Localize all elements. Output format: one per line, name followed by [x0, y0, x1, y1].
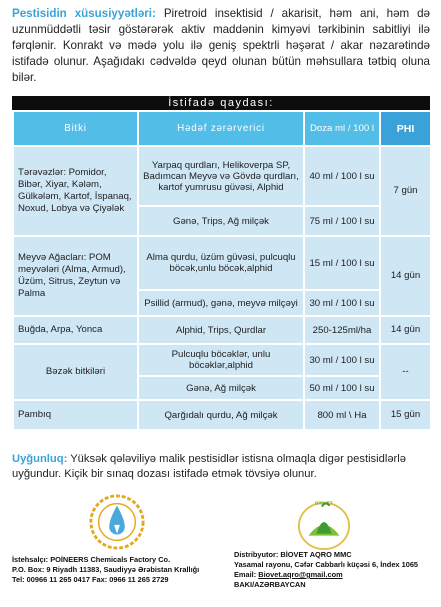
- phi-cell: 15 gün: [380, 400, 431, 430]
- phi-cell: 14 gün: [380, 236, 431, 316]
- target-cell: Gənə, Trips, Ağ milçək: [138, 206, 304, 236]
- header-dose: Doza ml / 100 l: [304, 111, 380, 146]
- dose-cell: 30 ml / 100 l su: [304, 290, 380, 316]
- manufacturer-block: [12, 555, 212, 585]
- compatibility-paragraph: [12, 452, 432, 482]
- target-cell: Yarpaq qurdları, Helikoverpa SP, Badımcan Meyvə və Gövdə qurdları, kartof yumrusu güvəsi, Alphid: [138, 146, 304, 206]
- table-row: [13, 400, 431, 430]
- table-header-row: [13, 111, 431, 146]
- table-row: [13, 316, 431, 344]
- target-cell: Qarğıdalı qurdu, Ağ milçək: [138, 400, 304, 430]
- manufacturer-line: İstehsalçı: POİNEERS Chemicals Factory Co.: [12, 555, 171, 564]
- dose-cell: 75 ml / 100 l su: [304, 206, 380, 236]
- email-link[interactable]: Biovet.aqro@gmail.com: [258, 570, 343, 579]
- dose-cell: 40 ml / 100 l su: [304, 146, 380, 206]
- intro-paragraph: [12, 6, 430, 86]
- manufacturer-address: P.O. Box: 9 Riyadh 11383, Saudiyyə Ərəbistan Krallığı: [12, 565, 200, 574]
- dose-cell: 30 ml / 100 l su: [304, 344, 380, 376]
- usage-table: [12, 110, 432, 431]
- table-title: İstifadə qaydası:: [12, 96, 430, 110]
- biovet-logo-icon: [295, 497, 353, 551]
- phi-cell: --: [380, 344, 431, 400]
- target-cell: Psillid (armud), gənə, meyvə milçəyi: [138, 290, 304, 316]
- email-label: Email:: [234, 570, 259, 579]
- header-target: Hədəf zərərverici: [138, 111, 304, 146]
- biovet-logo-text: BİOVET: [315, 501, 333, 507]
- table-row: [13, 344, 431, 376]
- crop-cell: Bəzək bitkiləri: [13, 344, 138, 400]
- dose-cell: 50 ml / 100 l su: [304, 376, 380, 400]
- table-row: [13, 146, 431, 206]
- distributor-city: BAKI/AZƏRBAYCAN: [234, 580, 306, 589]
- crop-cell: Pambıq: [13, 400, 138, 430]
- crop-cell: Meyvə Ağacları: POM meyvələri (Alma, Armud), Üzüm, Sitrus, Zeytun və Palma: [13, 236, 138, 316]
- dose-cell: 15 ml / 100 l su: [304, 236, 380, 290]
- manufacturer-logo-icon: [88, 493, 146, 551]
- target-cell: Alma qurdu, üzüm güvəsi, pulcuqlu böcək,unlu böcək,alphid: [138, 236, 304, 290]
- target-cell: Alphid, Trips, Qurdlar: [138, 316, 304, 344]
- header-phi: PHI: [380, 111, 431, 146]
- header-crop: Bitki: [13, 111, 138, 146]
- crop-cell: Buğda, Arpa, Yonca: [13, 316, 138, 344]
- distributor-email-line: [234, 570, 434, 580]
- distributor-name: Distribyutor: BİOVET AQRO MMC: [234, 550, 352, 559]
- phi-cell: 14 gün: [380, 316, 431, 344]
- distributor-block: [234, 550, 434, 590]
- table-row: [13, 236, 431, 290]
- phi-cell: 7 gün: [380, 146, 431, 236]
- target-cell: Gənə, Ağ milçək: [138, 376, 304, 400]
- manufacturer-phone: Tel: 00966 11 265 0417 Fax: 0966 11 265 2729: [12, 575, 169, 584]
- crop-cell: Tərəvəzlər: Pomidor, Bibər, Xiyar, Kələm, Gülkələm, Kartof, İspanaq, Noxud, Lobya və Çiyələk: [13, 146, 138, 236]
- target-cell: Pulcuqlu böcəklər, unlu böcəklər,alphid: [138, 344, 304, 376]
- intro-text: Piretroid insektisid / akarisit, həm ani, həm də uzunmüddətli təsir göstərərək aktiv maddənin kimyəvi tərkibinin sabitliyi ilə fərqlənir. Konrakt və mədə yolu ilə geniş spektrli həşərat / akar nəzarətində istifadə olunur. Aşağıdakı cədvəldə qeyd olunan bütün məhsullara tətbiq oluna bilər.: [12, 7, 430, 84]
- distributor-address: Yasamal rayonu, Cəfər Cabbarlı küçəsi 6, İndex 1065: [234, 560, 419, 569]
- dose-cell: 250-125ml/ha: [304, 316, 380, 344]
- dose-cell: 800 ml \ Ha: [304, 400, 380, 430]
- compatibility-label: Uyğunluq:: [12, 453, 68, 465]
- intro-label: Pestisidin xüsusiyyətləri:: [12, 7, 156, 20]
- compatibility-text: Yüksək qələviliyə malik pestisidlər istisna olmaqla digər pestisidlərlə uyğundur. Kiçik bir sınaq dozası istifadə etmək tövsiyə olunur.: [12, 453, 406, 480]
